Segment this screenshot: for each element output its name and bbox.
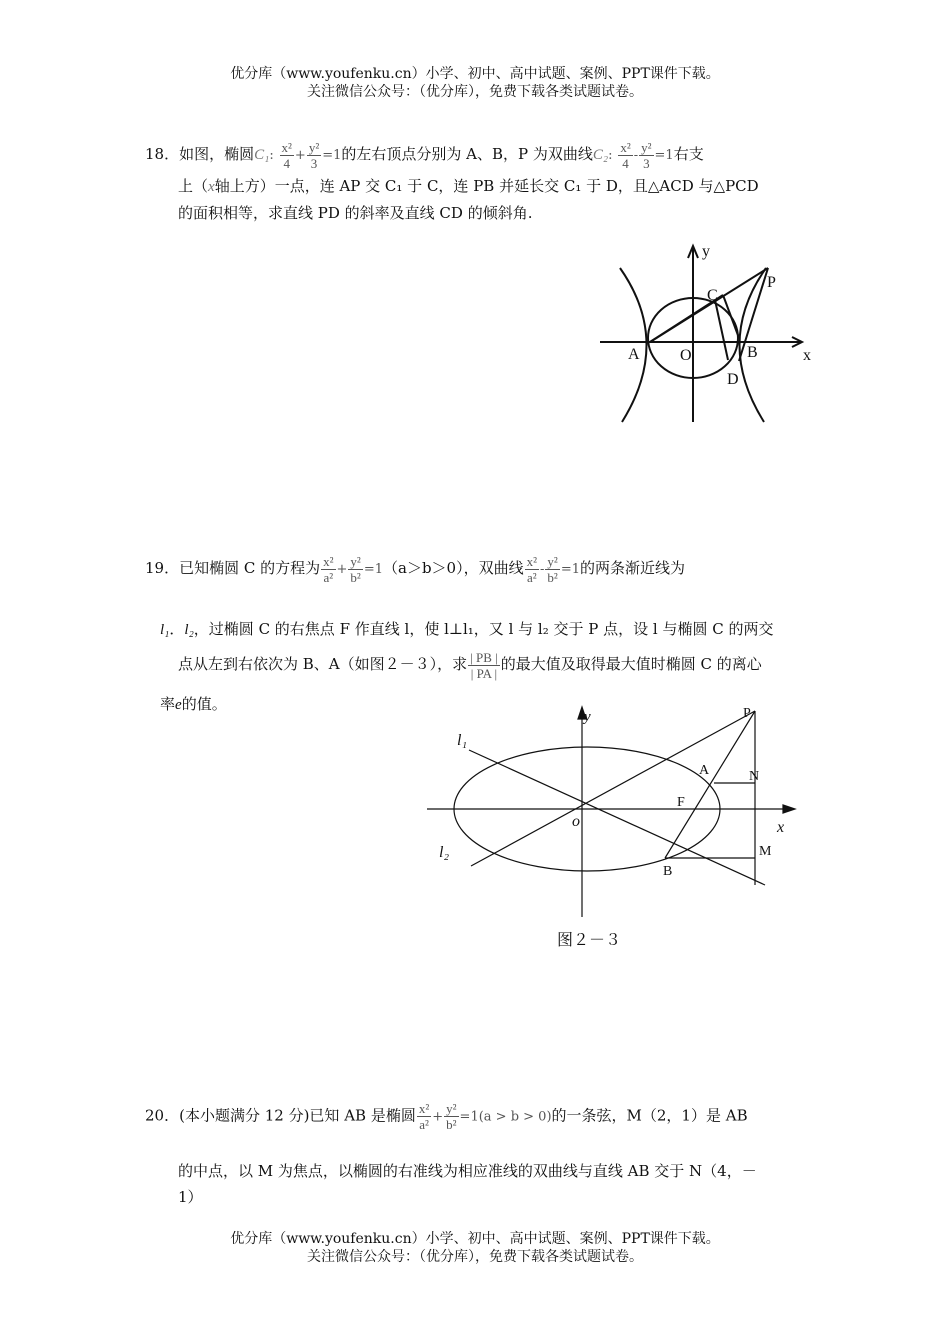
denominator: b² <box>350 569 361 585</box>
numerator: x² <box>418 1101 430 1116</box>
equals-one: =1 <box>560 562 580 577</box>
fig2-label-f: F <box>677 795 685 810</box>
fig1-label-a: A <box>628 346 640 363</box>
denominator: | PA | <box>470 665 498 681</box>
e-symbol: e <box>175 697 182 713</box>
q18-line-2b: 轴上方）一点，连 AP 交 C₁ 于 C，连 PB 并延长交 C₁ 于 D，且△ACD 与△PCD <box>214 177 759 195</box>
q20-line-1 <box>145 1101 775 1141</box>
q19-line-2 <box>160 620 790 639</box>
fig2-label-y: y <box>584 709 591 725</box>
fig2-label-l2: l₂ <box>439 844 450 861</box>
denominator: 4 <box>283 155 290 171</box>
fig1-label-y: y <box>702 243 710 260</box>
plus-sign: + <box>432 1109 444 1125</box>
q18-line-3: 的面积相等，求直线 PD 的斜率及直线 CD 的倾斜角. <box>178 204 533 222</box>
denominator: a² <box>323 569 334 585</box>
hyperbola-left-branch <box>620 268 647 422</box>
numerator: x² <box>620 139 631 155</box>
fig2-label-p: P <box>743 706 751 721</box>
numerator: y² <box>350 553 361 569</box>
x-axis-arrow <box>783 805 795 813</box>
figure-18 <box>600 238 820 423</box>
colon: : <box>608 148 613 163</box>
equals-condition: =1(a > b > 0) <box>459 1109 552 1125</box>
q18-number: 18． <box>145 145 180 163</box>
fig1-label-b: B <box>747 344 758 361</box>
q19-text: 已知椭圆 C 的方程为 <box>179 559 321 577</box>
fraction-y2-over-b2 <box>348 554 362 585</box>
q19-line-3a: 点从左到右依次为 B、A（如图２－３），求 <box>178 655 468 673</box>
equals-one: =1 <box>654 148 674 163</box>
q19-line-3 <box>178 644 808 684</box>
fraction-x2-over-4 <box>618 140 632 171</box>
fig2-label-o: o <box>572 813 580 830</box>
plus-sign: + <box>336 562 348 577</box>
numerator: y² <box>641 139 652 155</box>
q19-text-2: 的两条渐近线为 <box>579 559 685 577</box>
separator: ． <box>169 620 185 638</box>
q18-text-3: 右支 <box>673 145 704 163</box>
q19-number: 19． <box>145 559 180 577</box>
fig1-label-o: O <box>680 347 692 364</box>
q20-text-2: 的一条弦，M（2，1）是 AB <box>551 1106 748 1125</box>
equals-one: =1 <box>363 562 383 577</box>
c1-symbol: C₁ <box>254 147 270 163</box>
line-c-b <box>723 295 739 338</box>
fraction-x2-over-a2 <box>525 554 539 585</box>
line-l1 <box>469 750 765 885</box>
q18-line-2a: 上（ <box>178 177 209 195</box>
denominator: a² <box>419 1117 429 1132</box>
fig2-label-a: A <box>699 763 710 778</box>
footer-line-1: 优分库（www.youfenku.cn）小学、初中、高中试题、案例、PPT课件下载。 <box>230 1231 720 1247</box>
numerator: x² <box>323 553 334 569</box>
denominator: a² <box>526 569 537 585</box>
x-symbol: x <box>208 179 215 195</box>
q18-line-1 <box>145 134 775 174</box>
numerator: x² <box>526 553 537 569</box>
fig2-label-l1: l₁ <box>457 732 468 749</box>
numerator: y² <box>308 139 320 155</box>
figure-2-3 <box>425 705 805 955</box>
c2-symbol: C₂ <box>592 147 609 163</box>
l1-symbol: l₁ <box>160 622 170 638</box>
fraction-x2-over-a2 <box>417 1101 431 1132</box>
q19-line-4b: 的值。 <box>181 695 227 713</box>
fraction-y2-over-b2 <box>545 554 559 585</box>
fig2-label-x: x <box>777 819 785 836</box>
fig1-label-c: C <box>707 287 718 304</box>
fraction-pb-over-pa <box>468 650 500 681</box>
line-l <box>665 711 755 858</box>
q20-text: (本小题满分 12 分)已知 AB 是椭圆 <box>179 1106 416 1125</box>
q19-condition: （a＞b＞0），双曲线 <box>383 559 524 577</box>
q19-line-3b: 的最大值及取得最大值时椭圆 C 的离心 <box>500 655 762 673</box>
fig2-label-n: N <box>749 769 760 784</box>
q19-line-2-text: ，过椭圆 C 的右焦点 F 作直线 l，使 l⊥l₁，又 l 与 l₂ 交于 P 点，设 l 与椭圆 C 的两交 <box>193 620 774 638</box>
q20-line-2: 的中点，以 M 为焦点，以椭圆的右准线为相应准线的双曲线与直线 AB 交于 N（4，－ <box>178 1162 757 1180</box>
fig2-caption: 图２－３ <box>557 932 622 949</box>
equals-one: =1 <box>322 148 342 163</box>
fig2-label-b: B <box>663 864 673 879</box>
fraction-y2-over-b2 <box>444 1101 458 1132</box>
fig1-label-x: x <box>803 347 811 364</box>
footer-line-2: 关注微信公众号：（优分库），免费下载各类试题试卷。 <box>307 1249 643 1265</box>
denominator: 4 <box>622 155 629 171</box>
q19-line-4a: 率 <box>160 695 176 713</box>
numerator: | PB | <box>470 649 498 665</box>
q20-number: 20． <box>145 1106 180 1125</box>
denominator: 3 <box>310 155 318 171</box>
fig1-label-p: P <box>767 274 776 291</box>
header-line-1: 优分库（www.youfenku.cn）小学、初中、高中试题、案例、PPT课件下载。 <box>230 66 720 82</box>
numerator: x² <box>281 139 292 155</box>
numerator: y² <box>547 553 558 569</box>
fraction-y2-over-3 <box>639 140 653 171</box>
q20-line-3: 1） <box>178 1188 203 1206</box>
colon: : <box>269 148 274 163</box>
fraction-x2-over-4 <box>280 140 294 171</box>
plus-sign: + <box>294 148 306 163</box>
fig1-label-d: D <box>727 371 739 388</box>
minus-sign: - <box>540 562 545 577</box>
q19-line-1 <box>145 548 775 588</box>
line-cd <box>715 300 728 360</box>
denominator: b² <box>446 1117 457 1132</box>
denominator: b² <box>547 569 558 585</box>
q18-line-2 <box>178 177 808 196</box>
l2-symbol: l₂ <box>184 622 194 638</box>
fraction-x2-over-a2 <box>321 554 335 585</box>
fraction-y2-over-3 <box>307 140 321 171</box>
q18-text: 如图，椭圆 <box>179 145 255 163</box>
q18-text-2: 的左右顶点分别为 A、B，P 为双曲线 <box>341 145 593 163</box>
numerator: y² <box>446 1101 457 1116</box>
fig2-label-m: M <box>759 844 772 859</box>
header-line-2: 关注微信公众号：（优分库），免费下载各类试题试卷。 <box>307 84 643 100</box>
denominator: 3 <box>643 155 650 171</box>
minus-sign: - <box>633 148 639 163</box>
